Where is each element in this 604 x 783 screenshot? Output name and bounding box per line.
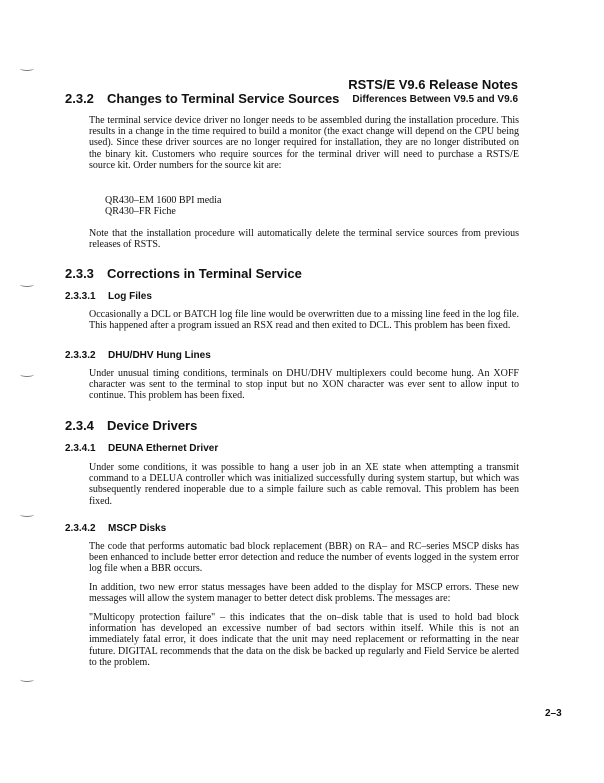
section-heading-2-3-4	[65, 418, 197, 433]
section-number: 2.3.4	[65, 418, 94, 433]
section-title: Corrections in Terminal Service	[107, 266, 302, 281]
paragraph: Under some conditions, it was possible to hang a user job in an XE state when attempting a transmit command to a DELUA controller which was initialized successfully during system startup, but which was subsequently rendered inoperable due to a simple failure such as cable removal. This problem has been fixed.	[89, 462, 519, 507]
section-heading-2-3-3	[65, 266, 302, 281]
section-title: MSCP Disks	[108, 523, 167, 534]
section-heading-2-3-2	[65, 91, 339, 106]
binder-hole-mark	[20, 677, 34, 682]
paragraph: Note that the installation procedure will automatically delete the terminal service sources from previous releases of RSTS.	[89, 228, 519, 251]
binder-hole-mark	[20, 372, 34, 377]
binder-hole-mark	[20, 282, 34, 287]
running-header-subtitle: Differences Between V9.5 and V9.6	[352, 94, 518, 105]
binder-hole-mark	[20, 512, 34, 517]
paragraph: The code that performs automatic bad block replacement (BBR) on RA– and RC–series MSCP disks has been enhanced to include better error detection and reduce the number of events logged in the system error log file when a BBR occurs.	[89, 541, 519, 575]
paragraph: "Multicopy protection failure" – this indicates that the on–disk table that is used to hold bad block information has developed an excessive number of bad sectors within itself. While this is not an immediately fatal error, it does indicate that the unit may need replacement or reformatting in the near future. DIGITAL recommends that the data on the disk be backed up regularly and Field Service be alerted to the problem.	[89, 612, 519, 668]
paragraph: Under unusual timing conditions, terminals on DHU/DHV multiplexers could become hung. An XOFF character was sent to the terminal to stop input but no XON character was ever sent to allow input to continue. This problem has been fixed.	[89, 368, 519, 402]
section-number: 2.3.4.1	[65, 443, 96, 454]
section-number: 2.3.2	[65, 91, 94, 106]
order-number: QR430–EM 1600 BPI media	[105, 195, 222, 206]
paragraph: Occasionally a DCL or BATCH log file line would be overwritten due to a missing line feed in the log file. This happened after a program issued an RSX read and then exited to DCL. This problem has been fixed.	[89, 309, 519, 332]
subsection-heading-2-3-3-1	[65, 291, 152, 302]
subsection-heading-2-3-3-2	[65, 350, 211, 361]
running-header-title: RSTS/E V9.6 Release Notes	[348, 77, 518, 92]
section-title: DEUNA Ethernet Driver	[108, 443, 219, 454]
subsection-heading-2-3-4-1	[65, 443, 218, 454]
section-number: 2.3.3	[65, 266, 94, 281]
section-number: 2.3.4.2	[65, 523, 96, 534]
section-title: Device Drivers	[107, 418, 198, 433]
section-number: 2.3.3.2	[65, 350, 96, 361]
page-number: 2–3	[545, 708, 562, 719]
section-title: Changes to Terminal Service Sources	[107, 91, 340, 106]
paragraph: The terminal service device driver no longer needs to be assembled during the installation procedure. This results in a change in the time required to build a monitor (the exact change will depend on the CPU being used). Since these driver sources are no longer required for installation, they are no longer distributed on the binary kit. Customers who require sources for the terminal driver will need to purchase a RSTS/E source kit. Order numbers for the source kit are:	[89, 115, 519, 171]
section-title: DHU/DHV Hung Lines	[108, 350, 211, 361]
section-number: 2.3.3.1	[65, 291, 96, 302]
binder-hole-mark	[20, 66, 34, 71]
paragraph: In addition, two new error status messages have been added to the display for MSCP errors. These new messages will allow the system manager to better detect disk problems. The messages are:	[89, 582, 519, 605]
subsection-heading-2-3-4-2	[65, 523, 166, 534]
section-title: Log Files	[108, 291, 152, 302]
order-number: QR430–FR Fiche	[105, 206, 176, 217]
